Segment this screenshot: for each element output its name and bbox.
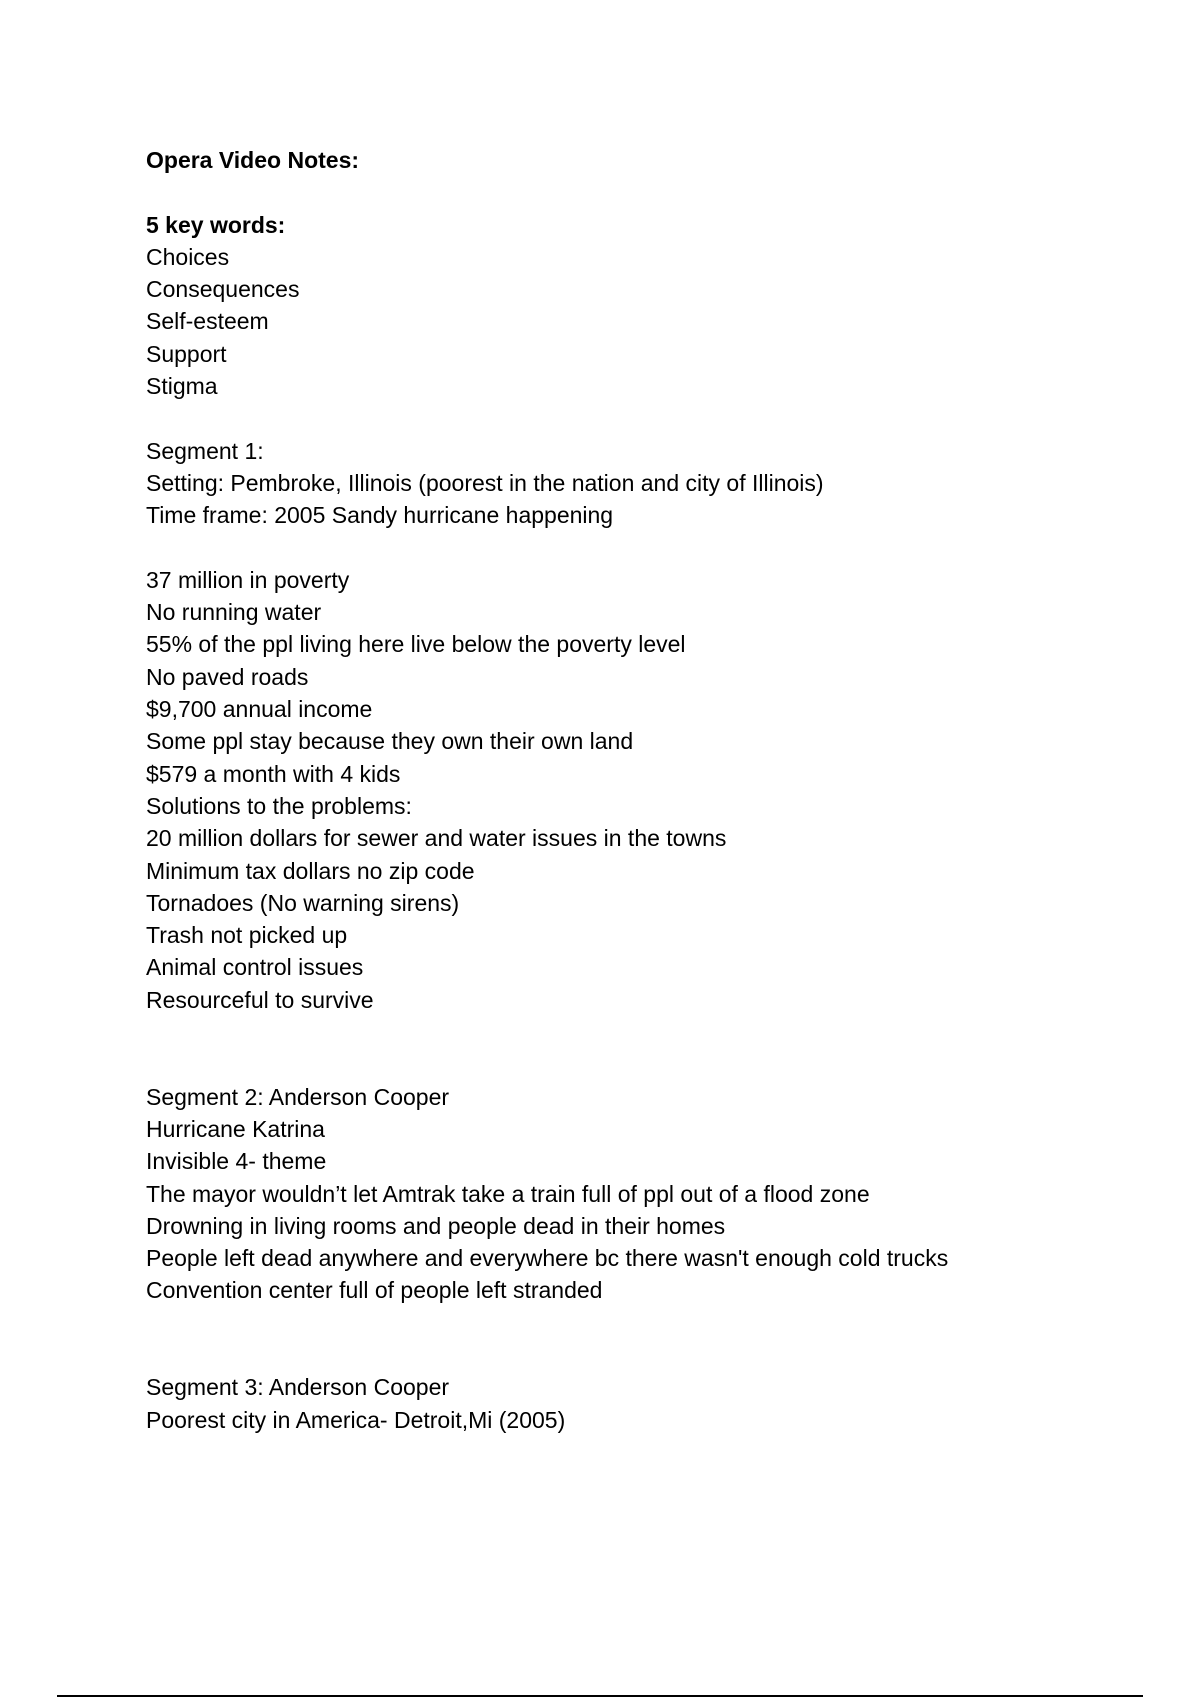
key-word-item: Support xyxy=(146,340,227,367)
spacer xyxy=(146,1048,1146,1080)
key-word-item: Stigma xyxy=(146,373,218,400)
segment1-fact: No running water xyxy=(146,599,322,626)
segment1-heading: Segment 1: xyxy=(146,437,264,464)
spacer xyxy=(146,1016,1146,1048)
page-bottom-divider xyxy=(57,1695,1143,1697)
spacer xyxy=(146,402,1146,434)
segment1-fact: Trash not picked up xyxy=(146,922,348,949)
segment1-fact: Minimum tax dollars no zip code xyxy=(146,857,475,884)
segment1-fact: Resourceful to survive xyxy=(146,986,374,1013)
spacer xyxy=(146,532,1146,564)
segment1-fact: Solutions to the problems: xyxy=(146,792,412,819)
key-word-item: Consequences xyxy=(146,276,300,303)
document-title: Opera Video Notes: xyxy=(146,147,360,173)
segment1-fact: No paved roads xyxy=(146,663,309,690)
segment1-time-frame: Time frame: 2005 Sandy hurricane happening xyxy=(146,502,614,529)
segment1-fact: Animal control issues xyxy=(146,954,364,981)
key-words-heading: 5 key words: xyxy=(146,211,286,238)
segment1-fact: $579 a month with 4 kids xyxy=(146,760,401,787)
spacer xyxy=(146,1339,1146,1371)
document-page xyxy=(146,144,1146,1436)
segment1-fact: $9,700 annual income xyxy=(146,696,373,723)
segment1-fact: Tornadoes (No warning sirens) xyxy=(146,889,460,916)
segment1-fact: 20 million dollars for sewer and water issues in the towns xyxy=(146,825,727,852)
segment2-line: People left dead anywhere and everywhere bc there wasn't enough cold trucks xyxy=(146,1245,949,1272)
key-word-item: Choices xyxy=(146,243,230,270)
segment2-line: Hurricane Katrina xyxy=(146,1115,325,1142)
segment1-setting: Setting: Pembroke, Illinois (poorest in the nation and city of Illinois) xyxy=(146,469,824,496)
segment2-heading: Segment 2: Anderson Cooper xyxy=(146,1083,450,1110)
segment1-fact: 37 million in poverty xyxy=(146,566,350,593)
segment2-line: Drowning in living rooms and people dead in their homes xyxy=(146,1212,726,1239)
key-word-item: Self-esteem xyxy=(146,308,269,335)
segment2-line: The mayor wouldn’t let Amtrak take a train full of ppl out of a flood zone xyxy=(146,1180,870,1207)
spacer xyxy=(146,1307,1146,1339)
segment1-fact: 55% of the ppl living here live below the poverty level xyxy=(146,631,686,658)
segment2-line: Invisible 4- theme xyxy=(146,1148,327,1175)
segment3-heading: Segment 3: Anderson Cooper xyxy=(146,1374,450,1401)
segment2-line: Convention center full of people left stranded xyxy=(146,1277,603,1304)
segment1-fact: Some ppl stay because they own their own land xyxy=(146,728,634,755)
segment3-line: Poorest city in America- Detroit,Mi (2005) xyxy=(146,1406,566,1433)
spacer xyxy=(146,176,1146,208)
